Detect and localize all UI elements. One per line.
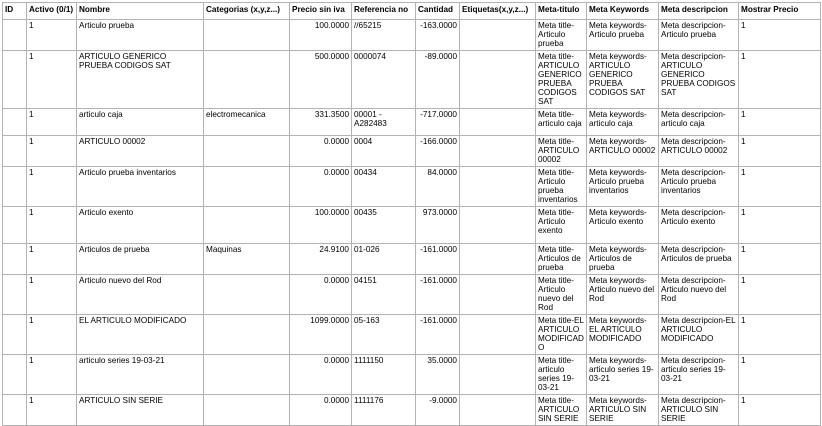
cell-meta-keywords: Meta keywords-Articulo prueba inventarios [587,167,659,207]
cell-precio: 0.0000 [290,136,352,167]
cell-referencia: 01-026 [352,244,416,275]
cell-activo: 1 [27,244,77,275]
cell-meta-descripcion: Meta descripcion-ARTICULO SIN SERIE [659,395,739,426]
cell-nombre: articulo series 19-03-21 [77,355,204,395]
cell-meta-titulo: Meta title-ARTICULO GENERICO PRUEBA CODIGOS SAT [536,51,587,109]
cell-activo: 1 [27,109,77,136]
cell-activo: 1 [27,395,77,426]
cell-precio: 500.0000 [290,51,352,109]
cell-mostrar-precio: 1 [739,167,821,207]
header-row [3,3,821,20]
cell-nombre: ARTICULO GENERICO PRUEBA CODIGOS SAT [77,51,204,109]
cell-referencia: 00434 [352,167,416,207]
cell-cantidad: -9.0000 [416,395,460,426]
cell-categorias: electromecanica [204,109,290,136]
cell-cantidad: -717.0000 [416,109,460,136]
header-activo: Activo (0/1) [27,3,77,20]
table-row [3,136,821,167]
table-row [3,51,821,109]
cell-precio: 0.0000 [290,275,352,315]
cell-cantidad: -161.0000 [416,244,460,275]
table-row [3,109,821,136]
cell-activo: 1 [27,51,77,109]
cell-referencia: 00435 [352,207,416,244]
header-referencia: Referencia no [352,3,416,20]
header-categorias: Categorias (x,y,z...) [204,3,290,20]
cell-precio: 0.0000 [290,167,352,207]
table-row [3,244,821,275]
cell-referencia: 04151 [352,275,416,315]
cell-etiquetas [460,136,536,167]
cell-etiquetas [460,355,536,395]
cell-meta-titulo: Meta title-articulo caja [536,109,587,136]
cell-meta-keywords: Meta keywords-Articulos de prueba [587,244,659,275]
cell-activo: 1 [27,167,77,207]
cell-meta-titulo: Meta title-Articulo nuevo del Rod [536,275,587,315]
header-mostrar-precio: Mostrar Precio [739,3,821,20]
cell-meta-keywords: Meta keywords-EL ARTICULO MODIFICADO [587,315,659,355]
cell-referencia: 00001 - A282483 [352,109,416,136]
cell-meta-descripcion: Meta descripcion-Articulo nuevo del Rod [659,275,739,315]
cell-id [3,51,27,109]
cell-categorias [204,136,290,167]
cell-cantidad: -163.0000 [416,20,460,51]
header-cantidad: Cantidad [416,3,460,20]
cell-nombre: articulo caja [77,109,204,136]
cell-activo: 1 [27,20,77,51]
cell-meta-keywords: Meta keywords-Articulo prueba [587,20,659,51]
table-row [3,207,821,244]
cell-referencia: 1111176 [352,395,416,426]
cell-categorias [204,395,290,426]
cell-etiquetas [460,315,536,355]
cell-mostrar-precio: 1 [739,109,821,136]
table-row [3,167,821,207]
cell-meta-titulo: Meta title-EL ARTICULO MODIFICADO [536,315,587,355]
header-nombre: Nombre [77,3,204,20]
header-meta-descripcion: Meta descripcion [659,3,739,20]
cell-nombre: ARTICULO 00002 [77,136,204,167]
cell-meta-descripcion: Meta descripcion-Articulo prueba [659,20,739,51]
cell-cantidad: -161.0000 [416,275,460,315]
cell-cantidad: -89.0000 [416,51,460,109]
cell-etiquetas [460,51,536,109]
cell-meta-descripcion: Meta descripcion-ARTICULO GENERICO PRUEBA CODIGOS SAT [659,51,739,109]
cell-mostrar-precio: 1 [739,315,821,355]
cell-meta-keywords: Meta keywords-articulo series 19-03-21 [587,355,659,395]
cell-id [3,275,27,315]
cell-etiquetas [460,20,536,51]
cell-referencia: 05-163 [352,315,416,355]
cell-nombre: EL ARTICULO MODIFICADO [77,315,204,355]
cell-etiquetas [460,109,536,136]
cell-mostrar-precio: 1 [739,207,821,244]
cell-categorias [204,20,290,51]
table-row [3,275,821,315]
cell-nombre: Articulo exento [77,207,204,244]
cell-id [3,20,27,51]
cell-cantidad: 84.0000 [416,167,460,207]
cell-nombre: Articulo nuevo del Rod [77,275,204,315]
cell-categorias [204,167,290,207]
table-row [3,355,821,395]
header-etiquetas: Etiquetas(x,y,z...) [460,3,536,20]
cell-meta-titulo: Meta title-ARTICULO 00002 [536,136,587,167]
cell-categorias [204,51,290,109]
cell-meta-keywords: Meta keywords-Articulo exento [587,207,659,244]
cell-nombre: Articulo prueba [77,20,204,51]
cell-precio: 24.9100 [290,244,352,275]
cell-etiquetas [460,395,536,426]
products-table [2,2,821,426]
cell-meta-titulo: Meta title-Articulos de prueba [536,244,587,275]
cell-meta-keywords: Meta keywords-ARTICULO GENERICO PRUEBA CODIGOS SAT [587,51,659,109]
table-row [3,315,821,355]
cell-id [3,109,27,136]
cell-nombre: Articulo prueba inventarios [77,167,204,207]
cell-id [3,207,27,244]
cell-precio: 0.0000 [290,395,352,426]
cell-meta-descripcion: Meta descripcion-ARTICULO 00002 [659,136,739,167]
cell-activo: 1 [27,275,77,315]
cell-categorias [204,355,290,395]
cell-meta-descripcion: Meta descripcion-articulo series 19-03-21 [659,355,739,395]
header-meta-keywords: Meta Keywords [587,3,659,20]
cell-etiquetas [460,275,536,315]
cell-meta-titulo: Meta title-Articulo exento [536,207,587,244]
cell-meta-descripcion: Meta descripcion-Articulo prueba inventarios [659,167,739,207]
cell-meta-keywords: Meta keywords-articulo caja [587,109,659,136]
cell-precio: 100.0000 [290,207,352,244]
header-meta-titulo: Meta-titulo [536,3,587,20]
cell-meta-titulo: Meta title-Articulo prueba [536,20,587,51]
cell-meta-keywords: Meta keywords-ARTICULO SIN SERIE [587,395,659,426]
cell-cantidad: -161.0000 [416,315,460,355]
cell-mostrar-precio: 1 [739,395,821,426]
cell-nombre: Articulos de prueba [77,244,204,275]
header-id: ID [3,3,27,20]
cell-meta-titulo: Meta title-ARTICULO SIN SERIE [536,395,587,426]
cell-activo: 1 [27,136,77,167]
cell-mostrar-precio: 1 [739,275,821,315]
cell-activo: 1 [27,207,77,244]
cell-cantidad: -166.0000 [416,136,460,167]
cell-mostrar-precio: 1 [739,20,821,51]
cell-meta-descripcion: Meta descripcion-articulo caja [659,109,739,136]
cell-id [3,167,27,207]
cell-referencia: 0000074 [352,51,416,109]
cell-activo: 1 [27,355,77,395]
table-row [3,20,821,51]
cell-id [3,315,27,355]
cell-activo: 1 [27,315,77,355]
cell-id [3,355,27,395]
cell-mostrar-precio: 1 [739,355,821,395]
cell-categorias [204,207,290,244]
cell-meta-keywords: Meta keywords-Articulo nuevo del Rod [587,275,659,315]
cell-referencia: 0004 [352,136,416,167]
table-row [3,395,821,426]
cell-precio: 1099.0000 [290,315,352,355]
table-body [3,20,821,426]
cell-meta-descripcion: Meta descripcion-Articulo exento [659,207,739,244]
cell-cantidad: 35.0000 [416,355,460,395]
cell-etiquetas [460,244,536,275]
cell-meta-descripcion: Meta descripcion-EL ARTICULO MODIFICADO [659,315,739,355]
header-precio: Precio sin iva [290,3,352,20]
cell-nombre: ARTICULO SIN SERIE [77,395,204,426]
cell-mostrar-precio: 1 [739,244,821,275]
cell-id [3,244,27,275]
cell-mostrar-precio: 1 [739,136,821,167]
cell-precio: 331.3500 [290,109,352,136]
cell-meta-titulo: Meta title-Articulo prueba inventarios [536,167,587,207]
cell-mostrar-precio: 1 [739,51,821,109]
cell-meta-descripcion: Meta descripcion-Articulos de prueba [659,244,739,275]
cell-etiquetas [460,167,536,207]
cell-id [3,136,27,167]
cell-meta-titulo: Meta title-articulo series 19-03-21 [536,355,587,395]
cell-meta-keywords: Meta keywords-ARTICULO 00002 [587,136,659,167]
cell-precio: 100.0000 [290,20,352,51]
cell-precio: 0.0000 [290,355,352,395]
cell-id [3,395,27,426]
cell-etiquetas [460,207,536,244]
cell-categorias: Maquinas [204,244,290,275]
cell-cantidad: 973.0000 [416,207,460,244]
cell-referencia: //65215 [352,20,416,51]
cell-categorias [204,315,290,355]
cell-referencia: 1111150 [352,355,416,395]
cell-categorias [204,275,290,315]
